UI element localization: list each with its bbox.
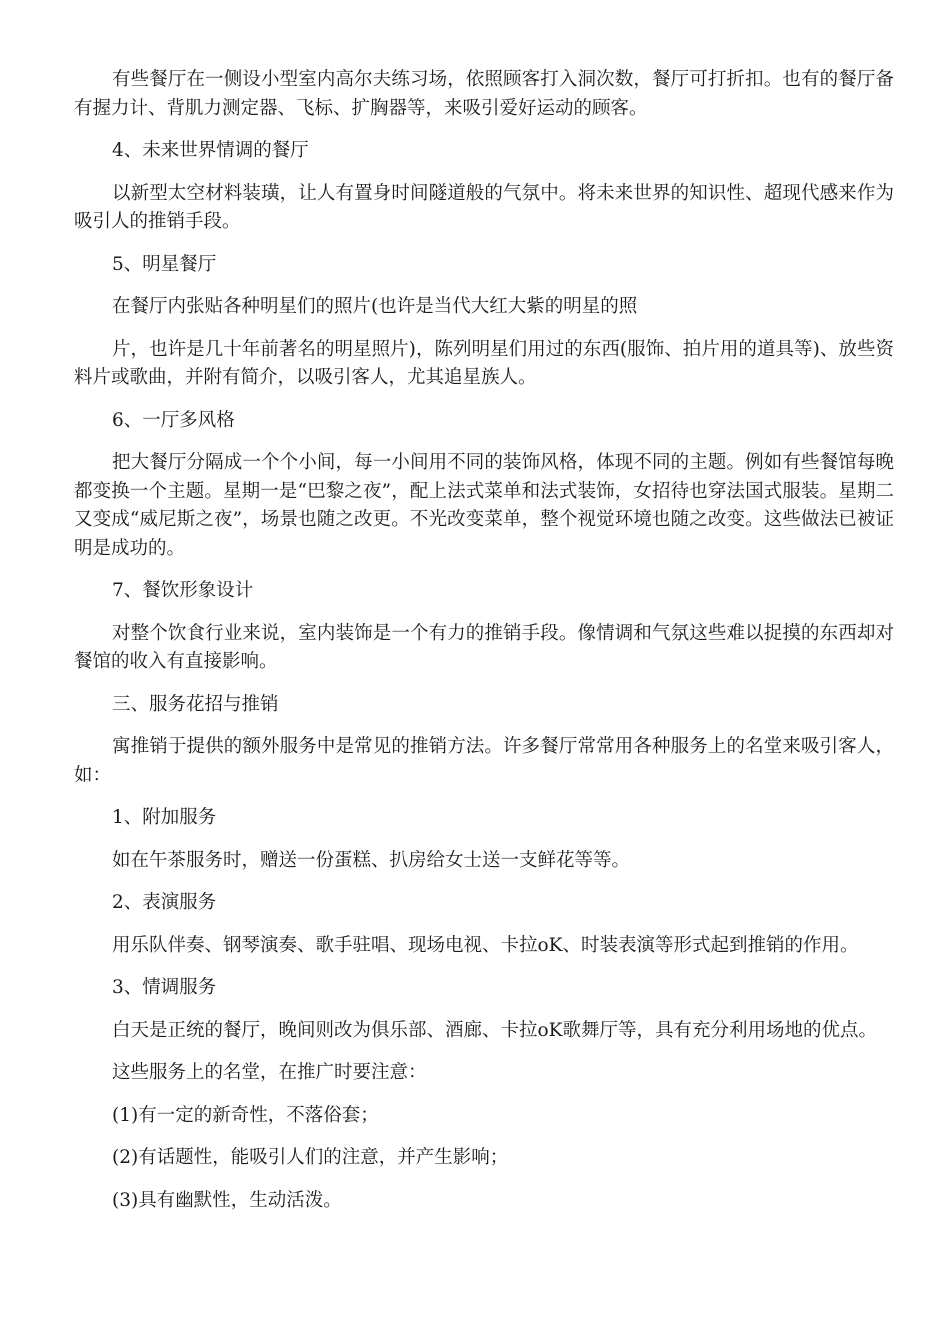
- paragraph-image-design: 对整个饮食行业来说，室内装饰是一个有力的推销手段。像情调和气氛这些难以捉摸的东西却对餐馆的收入有直接影响。: [74, 622, 894, 672]
- paragraph-performance-service: 用乐队伴奏、钢琴演奏、歌手驻唱、现场电视、卡拉oK、时装表演等形式起到推销的作用。: [112, 934, 859, 956]
- heading-future-restaurant: 4、未来世界情调的餐厅: [112, 140, 309, 161]
- paragraph-service-intro: 寓推销于提供的额外服务中是常见的推销方法。许多餐厅常常用各种服务上的名堂来吸引客人，如：: [74, 736, 894, 786]
- paragraph-star-2: 片，也许是几十年前著名的明星照片)，陈列明星们用过的东西(服饰、拍片用的道具等)、放些资料片或歌曲，并附有简介，以吸引客人，尤其追星族人。: [74, 338, 894, 388]
- paragraph-golf: 有些餐厅在一侧设小型室内高尔夫练习场，依照顾客打入洞次数，餐厅可打折扣。也有的餐厅备有握力计、背肌力测定器、飞标、扩胸器等，来吸引爱好运动的顾客。: [74, 69, 894, 119]
- paragraph-additional-service: 如在午茶服务时，赠送一份蛋糕、扒房给女士送一支鲜花等等。: [112, 849, 631, 871]
- list-item-2: (2)有话题性，能吸引人们的注意，并产生影响；: [112, 1147, 509, 1168]
- heading-star-restaurant: 5、明星餐厅: [112, 253, 217, 275]
- heading-ambience-service: 3、情调服务: [112, 977, 217, 998]
- document-page: [74, 66, 894, 1229]
- paragraph-multi-style: 把大餐厅分隔成一个个小间，每一小间用不同的装饰风格，体现不同的主题。例如有些餐馆每晚都变换一个主题。星期一是“巴黎之夜”，配上法式菜单和法式装饰，女招待也穿法国式服装。星期二又变成“威尼斯之夜”，场景也随之改更。不光改变菜单，整个视觉环境也随之改变。这些做法已被证明是成功的。: [74, 452, 894, 559]
- list-item-3: (3)具有幽默性，生动活泼。: [112, 1189, 342, 1211]
- paragraph-ambience-service: 白天是正统的餐厅，晚间则改为俱乐部、酒廊、卡拉oK歌舞厅等，具有充分利用场地的优点。: [112, 1019, 877, 1041]
- heading-multi-style: 6、一厅多风格: [112, 409, 235, 431]
- paragraph-star-1: 在餐厅内张贴各种明星们的照片(也许是当代大红大紫的明星的照: [112, 296, 638, 317]
- heading-image-design: 7、餐饮形象设计: [112, 580, 254, 601]
- list-item-1: (1)有一定的新奇性，不落俗套；: [112, 1104, 379, 1126]
- heading-additional-service: 1、附加服务: [112, 807, 217, 828]
- paragraph-notes-intro: 这些服务上的名堂，在推广时要注意：: [112, 1062, 427, 1083]
- paragraph-future: 以新型太空材料装璜，让人有置身时间隧道般的气氛中。将未来世界的知识性、超现代感来作为吸引人的推销手段。: [74, 182, 894, 232]
- heading-service-tricks: 三、服务花招与推销: [112, 693, 279, 715]
- heading-performance-service: 2、表演服务: [112, 892, 217, 913]
